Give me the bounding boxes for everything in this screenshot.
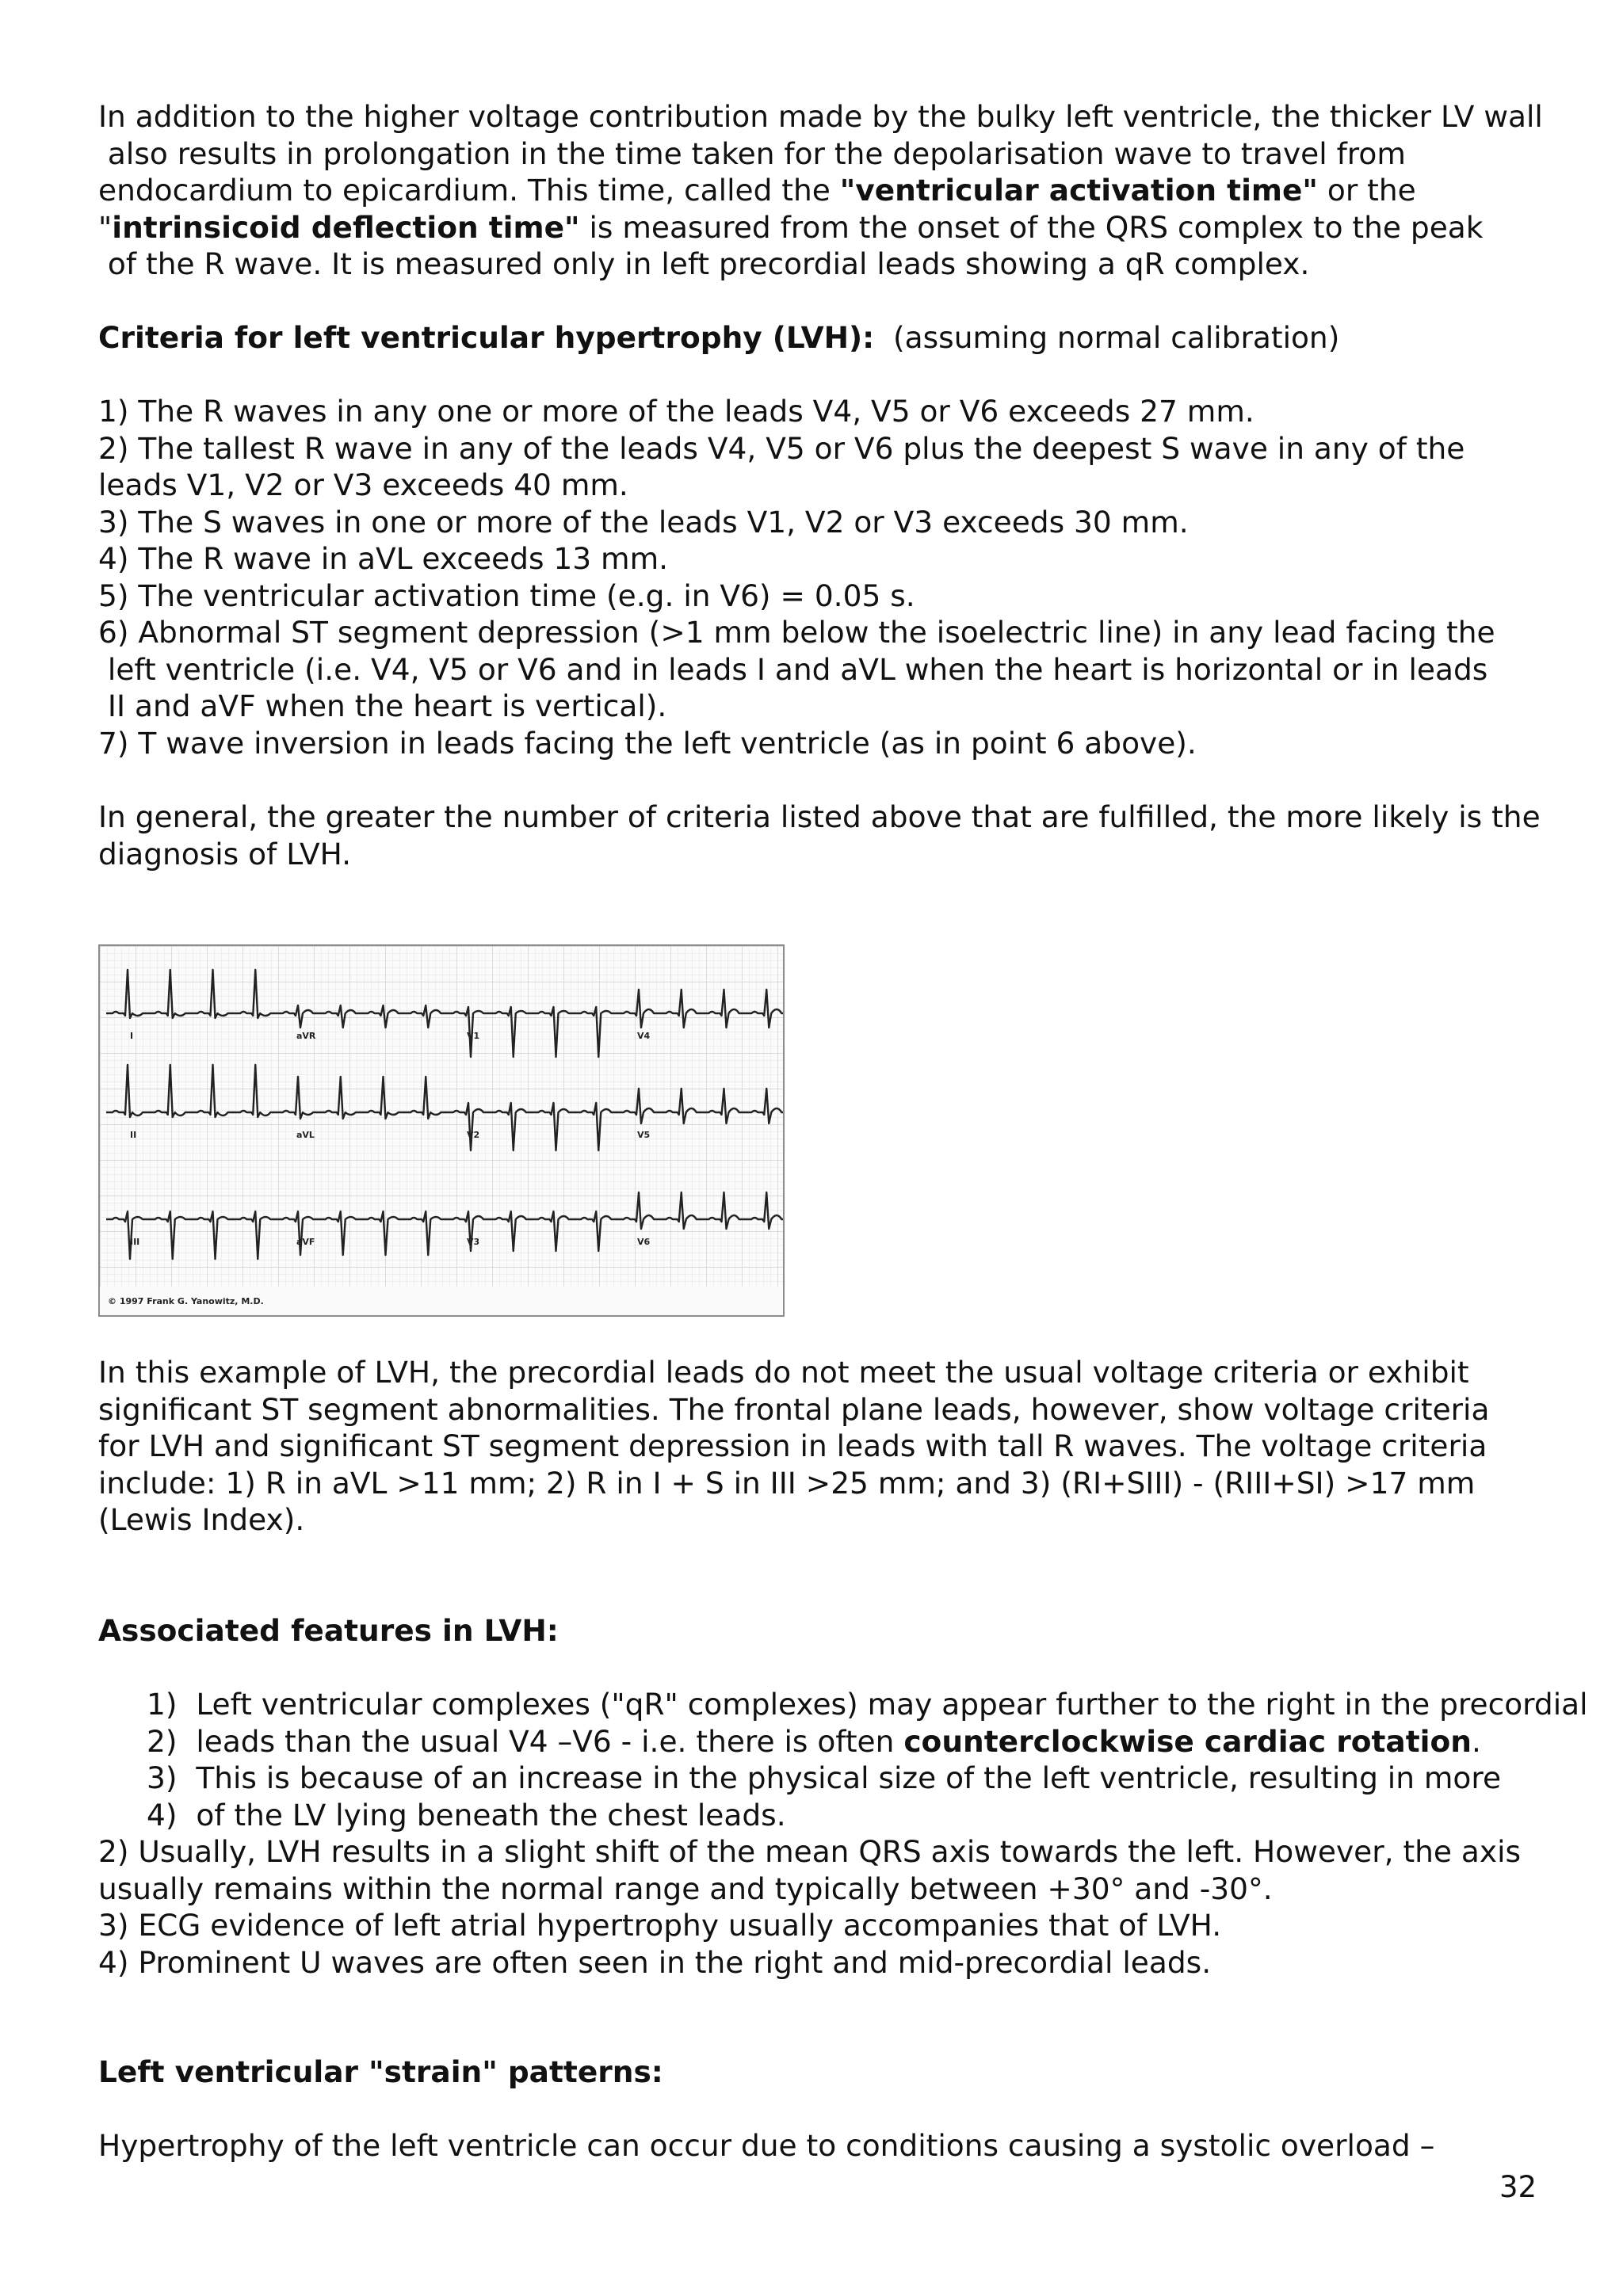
ecg-lead-label: V4 xyxy=(637,1031,651,1041)
text-line: diagnosis of LVH. xyxy=(98,836,352,871)
text-line: In addition to the higher voltage contribution made by the bulky left ventricle, the thicker LV wall xyxy=(98,99,1543,134)
criteria-item: 4) The R wave in aVL exceeds 13 mm. xyxy=(98,541,669,576)
text-line: "intrinsicoid deflection time" is measured from the onset of the QRS complex to the peak xyxy=(98,209,1484,245)
ecg-lead-label: II xyxy=(130,1130,137,1140)
ecg-lead-label: V3 xyxy=(467,1237,480,1247)
ecg-lead-label: aVR xyxy=(296,1031,316,1041)
term-counterclockwise-rotation: counterclockwise cardiac rotation xyxy=(903,1723,1472,1759)
criteria-heading: Criteria for left ventricular hypertrophy (LVH): (assuming normal calibration) xyxy=(98,320,1340,355)
ecg-lead-label: V6 xyxy=(637,1237,651,1247)
criteria-item: II and aVF when the heart is vertical). xyxy=(98,688,667,723)
list-item: 1) Left ventricular complexes ("qR" complexes) may appear further to the right in the precordial xyxy=(147,1687,1588,1722)
list-item: 2) leads than the usual V4 –V6 - i.e. there is often counterclockwise cardiac rotation. xyxy=(147,1723,1481,1759)
example-paragraph xyxy=(98,1354,1604,1539)
ecg-copyright: © 1997 Frank G. Yanowitz, M.D. xyxy=(108,1296,264,1306)
page-number: 32 xyxy=(1499,2170,1537,2204)
text-line: (Lewis Index). xyxy=(98,1502,305,1537)
criteria-item: 7) T wave inversion in leads facing the left ventricle (as in point 6 above). xyxy=(98,725,1197,761)
ecg-lead-label: III xyxy=(130,1237,140,1247)
criteria-item: left ventricle (i.e. V4, V5 or V6 and in leads I and aVL when the heart is horizontal or in leads xyxy=(98,651,1488,687)
criteria-item: 5) The ventricular activation time (e.g. in V6) = 0.05 s. xyxy=(98,578,915,613)
intro-paragraph xyxy=(98,98,1604,283)
ecg-figure xyxy=(98,944,785,1317)
ecg-lead-label: aVL xyxy=(296,1130,315,1140)
list-item: 3) This is because of an increase in the physical size of the left ventricle, resulting in more xyxy=(147,1760,1502,1795)
criteria-item: 6) Abnormal ST segment depression (>1 mm below the isoelectric line) in any lead facing the xyxy=(98,615,1495,650)
criteria-item: leads V1, V2 or V3 exceeds 40 mm. xyxy=(98,467,628,502)
associated-list xyxy=(147,1686,1605,1833)
associated-heading: Associated features in LVH: xyxy=(98,1613,559,1648)
ecg-lead-label: V2 xyxy=(467,1130,480,1140)
text-line: Hypertrophy of the left ventricle can occur due to conditions causing a systolic overload – xyxy=(98,2128,1435,2163)
text-line: endocardium to epicardium. This time, called the "ventricular activation time" or the xyxy=(98,173,1416,208)
criteria-item: 3) The S waves in one or more of the leads V1, V2 or V3 exceeds 30 mm. xyxy=(98,504,1189,540)
ecg-lead-label: I xyxy=(130,1031,134,1041)
list-item: 4) of the LV lying beneath the chest leads. xyxy=(147,1797,786,1833)
ecg-lead-label: V1 xyxy=(467,1031,480,1041)
text-line: for LVH and significant ST segment depression in leads with tall R waves. The voltage criteria xyxy=(98,1428,1487,1463)
ecg-lead-label: aVF xyxy=(296,1237,315,1247)
general-paragraph xyxy=(98,799,1604,872)
criteria-item: 1) The R waves in any one or more of the leads V4, V5 or V6 exceeds 27 mm. xyxy=(98,394,1254,429)
term-intrinsicoid-deflection-time: intrinsicoid deflection time" xyxy=(112,209,580,245)
associated-more xyxy=(98,1833,1604,1981)
criteria-list xyxy=(98,393,1604,761)
strain-heading: Left ventricular "strain" patterns: xyxy=(98,2054,663,2089)
text-line: In general, the greater the number of criteria listed above that are fulfilled, the more likely is the xyxy=(98,799,1541,834)
ecg-tracing xyxy=(100,946,783,1315)
strain-paragraph xyxy=(98,2127,1604,2164)
text-line: of the R wave. It is measured only in left precordial leads showing a qR complex. xyxy=(98,246,1310,281)
text-line: also results in prolongation in the time taken for the depolarisation wave to travel from xyxy=(98,135,1406,171)
criteria-note: (assuming normal calibration) xyxy=(874,320,1340,355)
text-line: In this example of LVH, the precordial leads do not meet the usual voltage criteria or exhibit xyxy=(98,1355,1469,1390)
text-line: 2) Usually, LVH results in a slight shift of the mean QRS axis towards the left. However, the axis xyxy=(98,1834,1522,1869)
text-line: usually remains within the normal range and typically between +30° and -30°. xyxy=(98,1871,1273,1906)
ecg-lead-label: V5 xyxy=(637,1130,651,1140)
text-line: include: 1) R in aVL >11 mm; 2) R in I + S in III >25 mm; and 3) (RI+SIII) - (RIII+SI) >17 mm xyxy=(98,1465,1476,1501)
criteria-item: 2) The tallest R wave in any of the leads V4, V5 or V6 plus the deepest S wave in any of the xyxy=(98,430,1465,466)
text-line: 4) Prominent U waves are often seen in the right and mid-precordial leads. xyxy=(98,1944,1212,1980)
term-ventricular-activation-time: "ventricular activation time" xyxy=(839,173,1318,208)
text-line: significant ST segment abnormalities. The frontal plane leads, however, show voltage criteria xyxy=(98,1391,1490,1427)
text-line: 3) ECG evidence of left atrial hypertrophy usually accompanies that of LVH. xyxy=(98,1908,1222,1943)
